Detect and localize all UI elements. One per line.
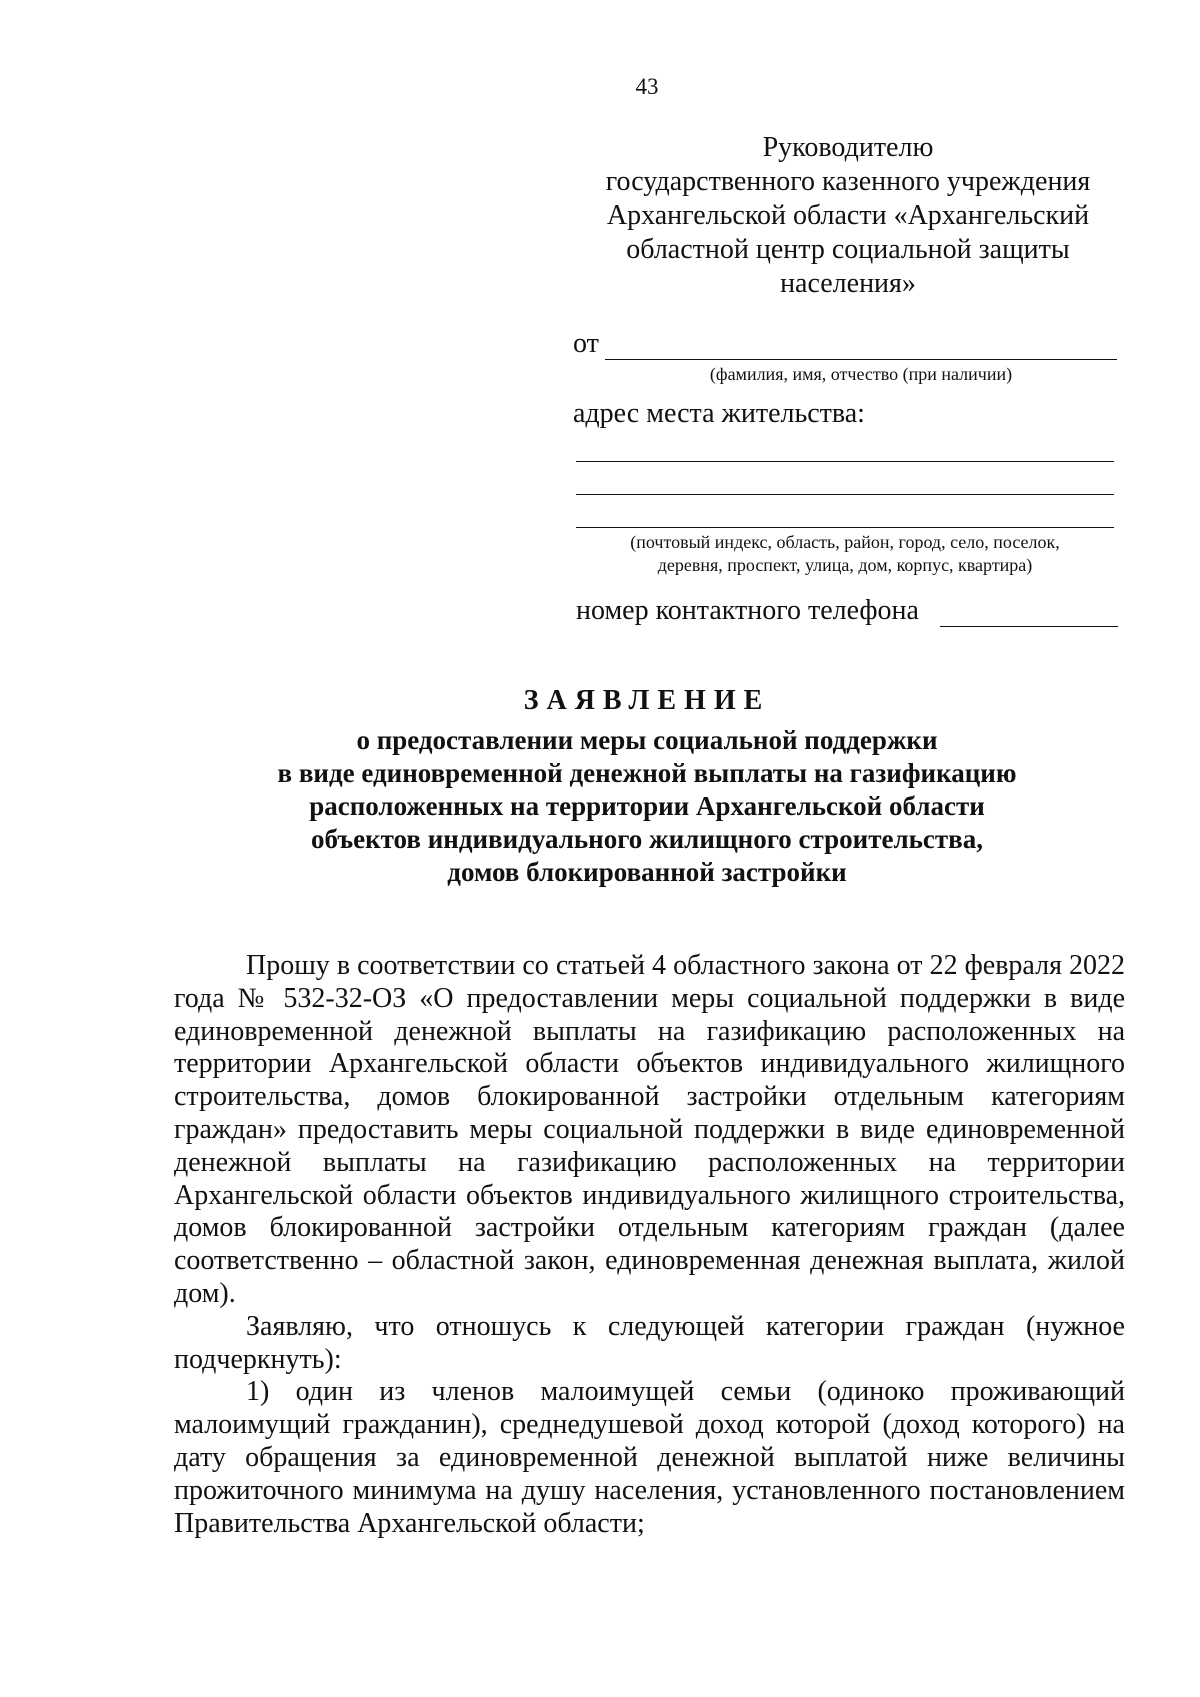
addressee-line: государственного казенного учреждения xyxy=(605,166,1091,197)
name-caption: (фамилия, имя, отчество (при наличии) xyxy=(709,364,1013,384)
category-paragraph: Заявляю, что отношусь к следующей категории граждан (нужное подчеркнуть): xyxy=(174,1310,1125,1375)
address-caption xyxy=(576,531,1114,577)
name-blank-line[interactable] xyxy=(605,359,1117,360)
address-caption-line: деревня, проспект, улица, дом, корпус, квартира) xyxy=(657,555,1033,575)
address-label: адрес места жительства: xyxy=(573,398,865,429)
addressee-block xyxy=(583,131,1113,301)
address-caption-line: (почтовый индекс, область, район, город, село, поселок, xyxy=(630,532,1060,552)
addressee-line: областной центр социальной защиты xyxy=(626,234,1070,265)
document-subtitle xyxy=(0,724,1200,889)
request-paragraph: Прошу в соответствии со статьей 4 областного закона от 22 февраля 2022 года № 532-32-ОЗ «О предоставлении меры социальной поддержки в виде единовременной денежной выплаты на газификацию расположенных на территории Архангельской области объектов индивидуального жилищного строительства, домов блокированной застройки отдельным категориям граждан» предоставить меры социальной поддержки в виде единовременной денежной выплаты на газификацию расположенных на территории Архангельской области объектов индивидуального жилищного строительства, домов блокированной застройки отдельным категориям граждан (далее соответственно – областной закон, единовременная денежная выплата, жилой дом). xyxy=(174,950,1125,1309)
subtitle-line: в виде единовременной денежной выплаты на газификацию xyxy=(277,758,1017,788)
document-title: ЗАЯВЛЕНИЕ xyxy=(523,685,771,716)
subtitle-line: домов блокированной застройки xyxy=(447,857,847,887)
address-blank-line-1[interactable] xyxy=(576,461,1114,462)
category-item-1[interactable]: 1) один из членов малоимущей семьи (одиноко проживающий малоимущий гражданин), среднедушевой доход которой (доход которого) на дату обращения за единовременной денежной выплатой ниже величины прожиточного минимума на душу населения, установленного постановлением Правительства Архангельской области; xyxy=(174,1376,1125,1539)
application-body xyxy=(174,950,1125,1540)
from-label: от xyxy=(573,328,599,359)
page-number: 43 xyxy=(635,74,659,99)
phone-label: номер контактного телефона xyxy=(576,595,919,626)
addressee-line: Руководителю xyxy=(762,132,934,163)
addressee-line: населения» xyxy=(780,268,916,299)
address-blank-line-3[interactable] xyxy=(576,527,1114,528)
address-blank-line-2[interactable] xyxy=(576,494,1114,495)
subtitle-line: объектов индивидуального жилищного строительства, xyxy=(311,824,983,854)
addressee-line: Архангельской области «Архангельский xyxy=(606,200,1090,231)
phone-blank-line[interactable] xyxy=(940,626,1118,627)
subtitle-line: о предоставлении меры социальной поддержки xyxy=(356,725,938,755)
subtitle-line: расположенных на территории Архангельской области xyxy=(309,791,985,821)
